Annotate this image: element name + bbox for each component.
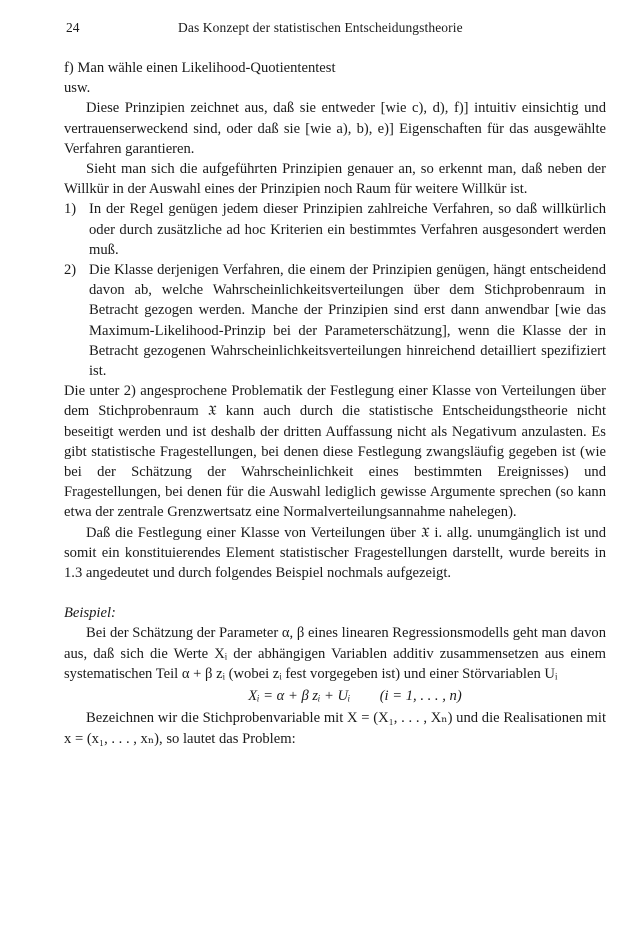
running-title: Das Konzept der statistischen Entscheidungstheorie	[178, 20, 463, 35]
paragraph-regression: Bei der Schätzung der Parameter α, β eines linearen Regressionsmodells geht man davon aus, daß sich die Werte Xᵢ der abhängigen Variablen additiv zusammensetzen aus einem systematischen Teil α + β zᵢ (wobei zᵢ fest vorgegeben ist) und einer Störvariablen Uᵢ	[64, 625, 606, 682]
numbered-item-1	[64, 199, 606, 260]
example-heading: Beispiel:	[64, 605, 116, 622]
page-body	[64, 58, 606, 749]
item-number: 1)	[64, 201, 77, 218]
formula-index-range: (i = 1, . . . , n)	[379, 688, 462, 705]
numbered-item-2	[64, 260, 606, 381]
usw-line: usw.	[64, 80, 91, 97]
regression-formula	[64, 686, 606, 706]
spacer	[64, 583, 606, 603]
paragraph-principles: Diese Prinzipien zeichnet aus, daß sie entweder [wie c), d), f)] intuitiv einsichtig und vertrauenserweckend sind, oder daß sie [wie a), b), e)] Eigenschaften für das ausgewählte Verfahren garantieren.	[64, 100, 606, 157]
list-item-f: f) Man wähle einen Likelihood-Quotiententest	[64, 60, 336, 76]
formula-expression: Xᵢ = α + β zᵢ + Uᵢ	[248, 688, 351, 705]
paragraph-festlegung: Daß die Festlegung einer Klasse von Verteilungen über 𝔛 i. allg. unumgänglich ist und somit ein konstituierendes Element statistischer Fragestellungen darstellt, wurde bereits in 1.3 angedeutet und durch folgendes Beispiel nochmals aufgezeigt.	[64, 524, 606, 582]
page-number: 24	[66, 20, 80, 35]
item-text: Die Klasse derjenigen Verfahren, die einem der Prinzipien genügen, hängt entscheidend davon ab, welche Wahrscheinlichkeitsverteilungen über dem Stichprobenraum in Betracht gezogen werden. Manche der Prinzipien sind erst dann anwendbar [wie das Maximum-Likelihood-Prinzip bei der Parameterschätzung], wenn die Klasse der in Betracht gezogenen Wahrscheinlichkeitsverteilungen hinreichend detailliert spezifiziert ist.	[89, 262, 606, 380]
paragraph-stichprobe: Bezeichnen wir die Stichprobenvariable mit X = (X₁, . . . , Xₙ) und die Realisationen mit x = (x₁, . . . , xₙ), so lautet das Problem:	[64, 710, 606, 747]
item-number: 2)	[64, 262, 77, 279]
paragraph-arbitrariness: Sieht man sich die aufgeführten Prinzipien genauer an, so erkennt man, daß neben der Willkür in der Auswahl eines der Prinzipien noch Raum für weitere Willkür ist.	[64, 161, 606, 198]
paragraph-problematik: Die unter 2) angesprochene Problematik der Festlegung einer Klasse von Verteilungen über dem Stichprobenraum 𝔛 kann auch durch die statistische Entscheidungstheorie nicht beseitigt werden und ist deshalb der dritten Auffassung nicht als Negativum anzulasten. Es gibt statistische Fragestellungen, bei denen diese Festlegung zwangsläufig gegeben ist (wie bei der Schätzung der Wahrscheinlichkeit eines bestimmten Ereignisses) und Fragestellungen, bei denen für die Auswahl lediglich gewisse Argumente sprechen (so kann etwa der zentrale Grenzwertsatz eine Normalverteilungsannahme nahelegen).	[64, 383, 606, 521]
page-header	[66, 20, 604, 40]
item-text: In der Regel genügen jedem dieser Prinzipien zahlreiche Verfahren, so daß willkürlich oder durch zusätzliche ad hoc Kriterien ein bestimmtes Verfahren ausgesondert werden muß.	[89, 201, 606, 258]
